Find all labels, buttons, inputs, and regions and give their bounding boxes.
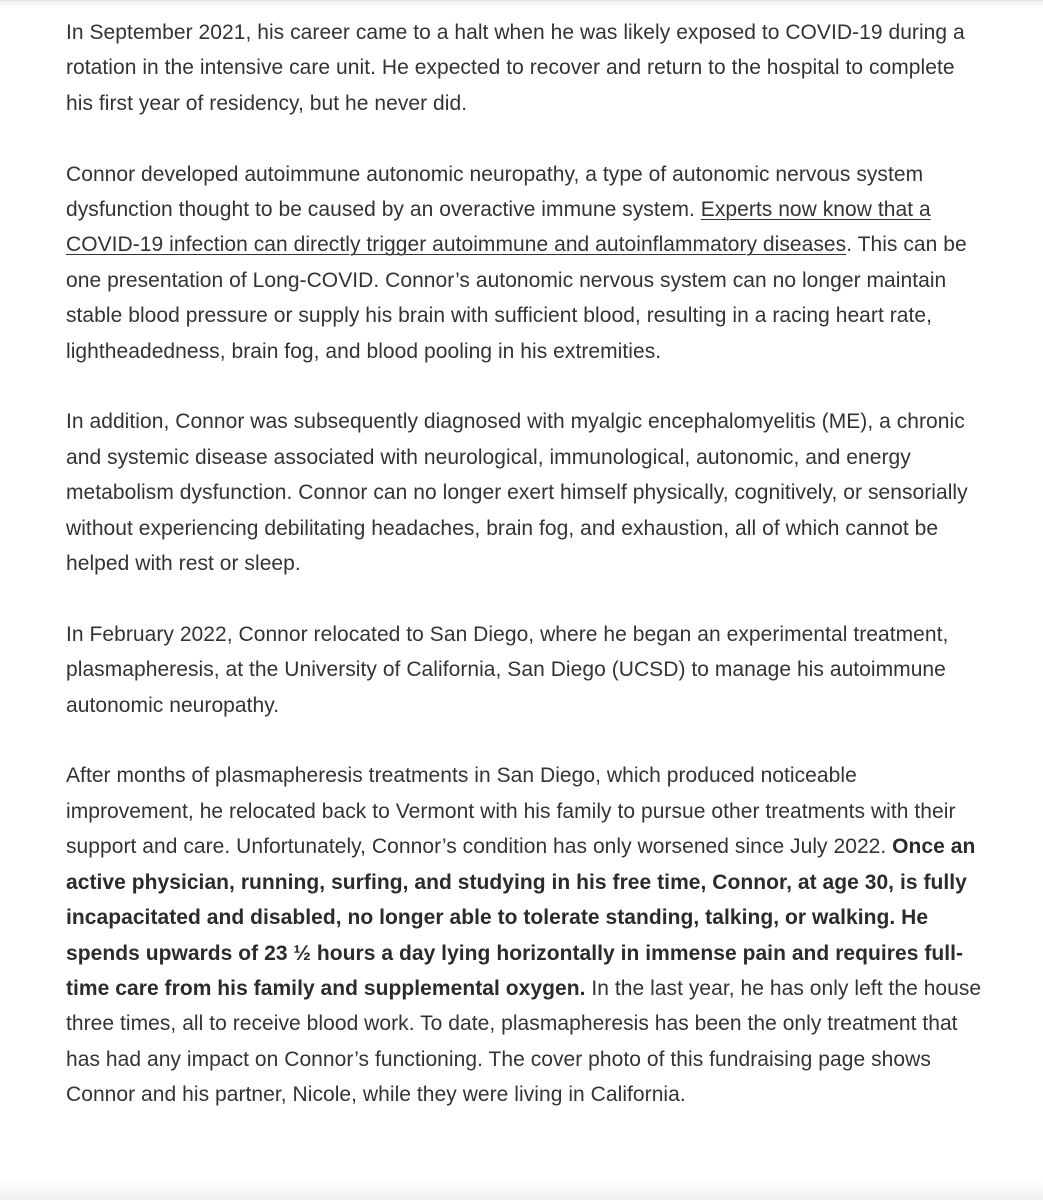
emphasis-text: Once an active physician, running, surfing, and studying in his free time, Connor, at age 30, is fully incapacitated and disabled, no longer able to tolerate standing, talking, or walking. He spends upwards of 23 ½ hours a day lying horizontally in immense pain and requires full-time care from his family and supplemental oxygen. — [66, 835, 976, 1000]
page-bottom-edge — [0, 1180, 1043, 1200]
story-paragraph-san-diego: In February 2022, Connor relocated to San Diego, where he began an experimental treatment, plasmapheresis, at the University of California, San Diego (UCSD) to manage his autoimmune autonomic neuropathy. — [66, 622, 949, 717]
paragraph-text: Connor developed autoimmune autonomic neuropathy, a type of autonomic nervous system dysfunction thought to be caused by an overactive immune system. — [66, 162, 924, 222]
story-paragraph-autonomic-neuropathy — [66, 157, 986, 369]
story-paragraph-me-diagnosis: In addition, Connor was subsequently diagnosed with myalgic encephalomyelitis (ME), a chronic and systemic disease associated with neurological, immunological, autonomic, and energy metabolism dysfunction. Connor can no longer exert himself physically, cognitively, or sensorially without experiencing debilitating headaches, brain fog, and exhaustion, all of which cannot be helped with rest or sleep. — [66, 410, 968, 576]
page-top-edge — [0, 0, 1043, 9]
paragraph-text: . This can be one presentation of Long-COVID. Connor’s autonomic nervous system can no longer maintain stable blood pressure or supply his brain with sufficient blood, resulting in a racing heart rate, lightheadedness, brain fog, and blood pooling in his extremities. — [66, 233, 967, 363]
paragraph-text: In the last year, he has only left the house three times, all to receive blood work. To date, plasmapheresis has been the only treatment that has had any impact on Connor’s functioning. The cover photo of this fundraising page shows Connor and his partner, Nicole, while they were living in California. — [66, 976, 982, 1107]
experts-covid-autoimmune-link[interactable]: Experts now know that a COVID-19 infection can directly trigger autoimmune and autoinflammatory diseases — [66, 198, 931, 257]
fundraiser-story — [66, 15, 986, 1148]
story-paragraph-current-condition — [66, 758, 986, 1112]
story-paragraph-covid-exposure: In September 2021, his career came to a halt when he was likely exposed to COVID-19 during a rotation in the intensive care unit. He expected to recover and return to the hospital to complete his first year of residency, but he never did. — [66, 21, 965, 115]
paragraph-text: After months of plasmapheresis treatments in San Diego, which produced noticeable improvement, he relocated back to Vermont with his family to pursue other treatments with their support and care. Unfortunately, Connor’s condition has only worsened since July 2022. — [66, 764, 956, 859]
